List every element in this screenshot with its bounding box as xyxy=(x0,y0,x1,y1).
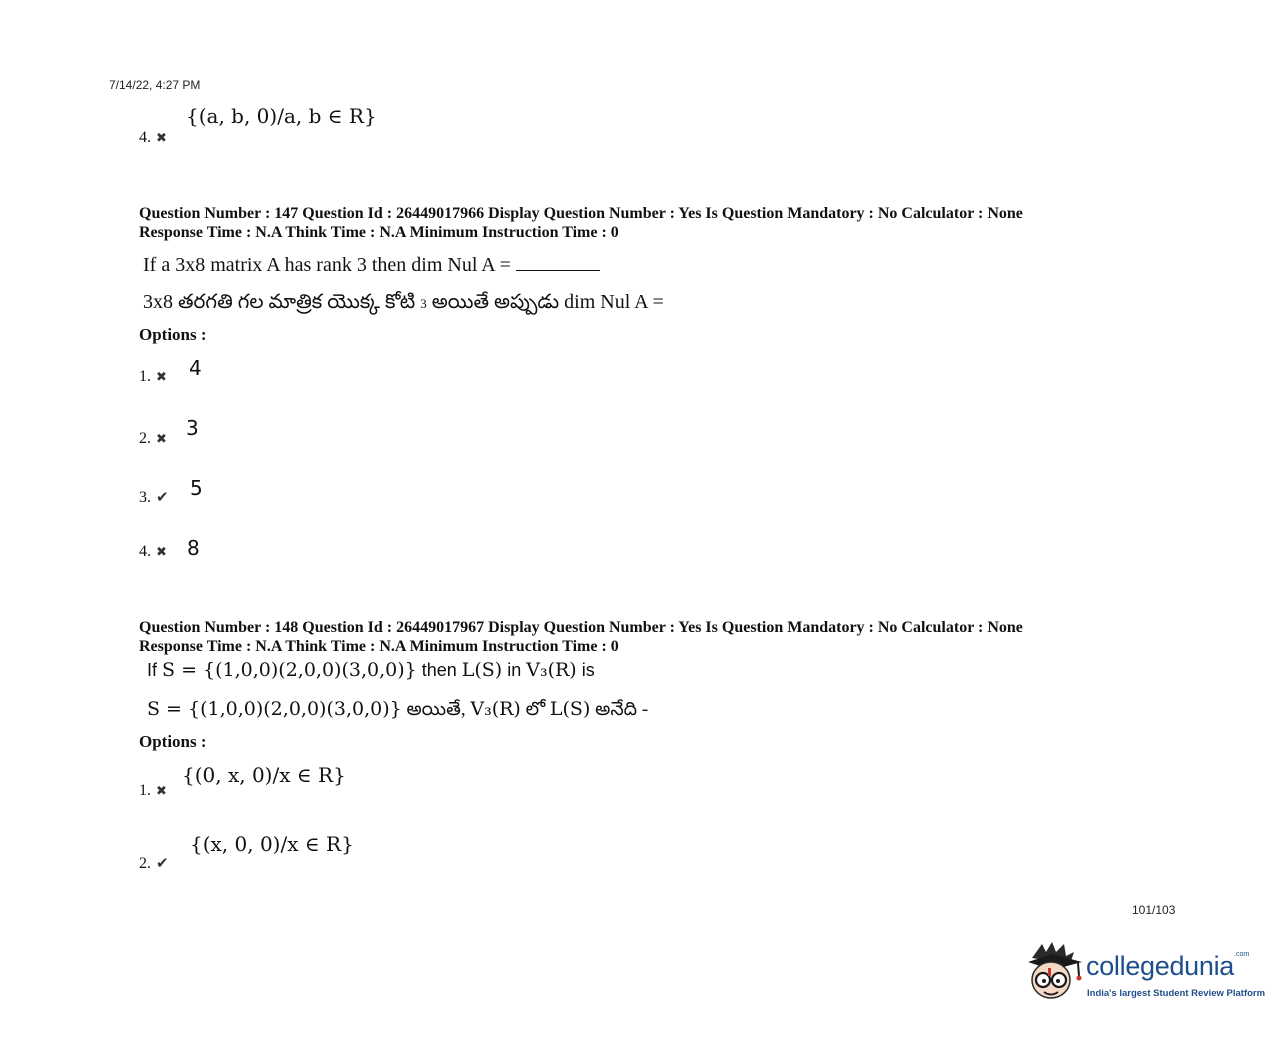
print-timestamp: 7/14/22, 4:27 PM xyxy=(109,78,201,92)
cross-icon: ✖ xyxy=(156,784,167,799)
q148-option-1-value: {(0, x, 0)/x ∈ R} xyxy=(182,763,346,787)
option-number: 1. xyxy=(139,782,151,799)
q148-option-2-value: {(x, 0, 0)/x ∈ R} xyxy=(190,832,354,856)
telugu-text: లో xyxy=(520,699,550,720)
question-148-meta-line1: Question Number : 148 Question Id : 26449017967 Display Question Number : Yes Is Question Mandatory : No Calculator : None xyxy=(139,619,1023,636)
prev-option-4 xyxy=(139,129,167,147)
telugu-text-suffix: అయితే అప్పుడు dim Nul A = xyxy=(426,291,664,313)
question-147-text-telugu xyxy=(143,291,664,318)
question-148-meta-line2: Response Time : N.A Think Time : N.A Minimum Instruction Time : 0 xyxy=(139,638,619,655)
v3-expression: V₃(R) xyxy=(470,698,521,720)
option-number: 1. xyxy=(139,368,151,385)
collegedunia-logo xyxy=(1086,951,1249,982)
question-148-options-label: Options : xyxy=(139,732,207,751)
check-icon: ✔ xyxy=(156,488,169,506)
logo-domain: .com xyxy=(1234,951,1250,958)
q147-option-2-value: 3 xyxy=(186,416,199,440)
cross-icon: ✖ xyxy=(156,370,167,385)
cross-icon: ✖ xyxy=(156,432,167,447)
check-icon: ✔ xyxy=(156,854,169,872)
question-147-meta-line2: Response Time : N.A Think Time : N.A Minimum Instruction Time : 0 xyxy=(139,224,619,241)
option-number: 4. xyxy=(139,543,151,560)
question-text: If a 3x8 matrix A has rank 3 then dim Nul A = xyxy=(143,254,516,276)
v3-expression: V₃(R) xyxy=(526,659,577,681)
collegedunia-mascot-icon xyxy=(1024,940,1086,1006)
question-text: in xyxy=(502,660,527,680)
span-ls-expression: L(S) xyxy=(461,659,503,681)
option-number: 2. xyxy=(139,855,151,872)
span-ls-expression: L(S) xyxy=(549,698,591,720)
q147-option-3 xyxy=(139,488,169,507)
q147-option-1 xyxy=(139,368,167,386)
question-148-text-telugu xyxy=(147,698,648,725)
question-text: then xyxy=(416,660,462,680)
q148-option-1 xyxy=(139,782,167,800)
q147-option-2 xyxy=(139,430,167,448)
telugu-text: అనేది - xyxy=(590,699,649,720)
cross-icon: ✖ xyxy=(156,131,167,146)
question-147-text-english xyxy=(143,254,600,277)
telugu-text-prefix: 3x8 తరగతి గల మాత్రిక యొక్క కోటి xyxy=(143,291,421,313)
question-147-meta-line1: Question Number : 147 Question Id : 26449017966 Display Question Number : Yes Is Question Mandatory : No Calculator : None xyxy=(139,205,1023,222)
question-148-text-english xyxy=(147,659,595,681)
set-s-expression: S = {(1,0,0)(2,0,0)(3,0,0)} xyxy=(147,698,402,720)
option-number: 4. xyxy=(139,129,151,146)
set-s-expression: S = {(1,0,0)(2,0,0)(3,0,0)} xyxy=(162,659,417,681)
question-text: is xyxy=(576,660,595,680)
question-147-options-label: Options : xyxy=(139,325,207,344)
q148-option-2 xyxy=(139,854,169,873)
q147-option-3-value: 5 xyxy=(190,476,203,500)
prev-option-4-value: {(a, b, 0)/a, b ∈ R} xyxy=(186,104,377,128)
q147-option-4-value: 8 xyxy=(187,536,200,560)
page-number: 101/103 xyxy=(1132,903,1176,917)
telugu-text-small: 3 xyxy=(420,296,427,311)
telugu-text: అయితే, xyxy=(401,699,471,720)
question-text: If xyxy=(147,660,163,680)
answer-blank xyxy=(516,254,600,271)
logo-tagline: India's largest Student Review Platform xyxy=(1087,988,1266,999)
option-number: 2. xyxy=(139,430,151,447)
q147-option-4 xyxy=(139,543,167,561)
logo-wordmark: collegedunia xyxy=(1086,951,1235,981)
option-number: 3. xyxy=(139,489,151,506)
q147-option-1-value: 4 xyxy=(189,356,202,380)
cross-icon: ✖ xyxy=(156,545,167,560)
